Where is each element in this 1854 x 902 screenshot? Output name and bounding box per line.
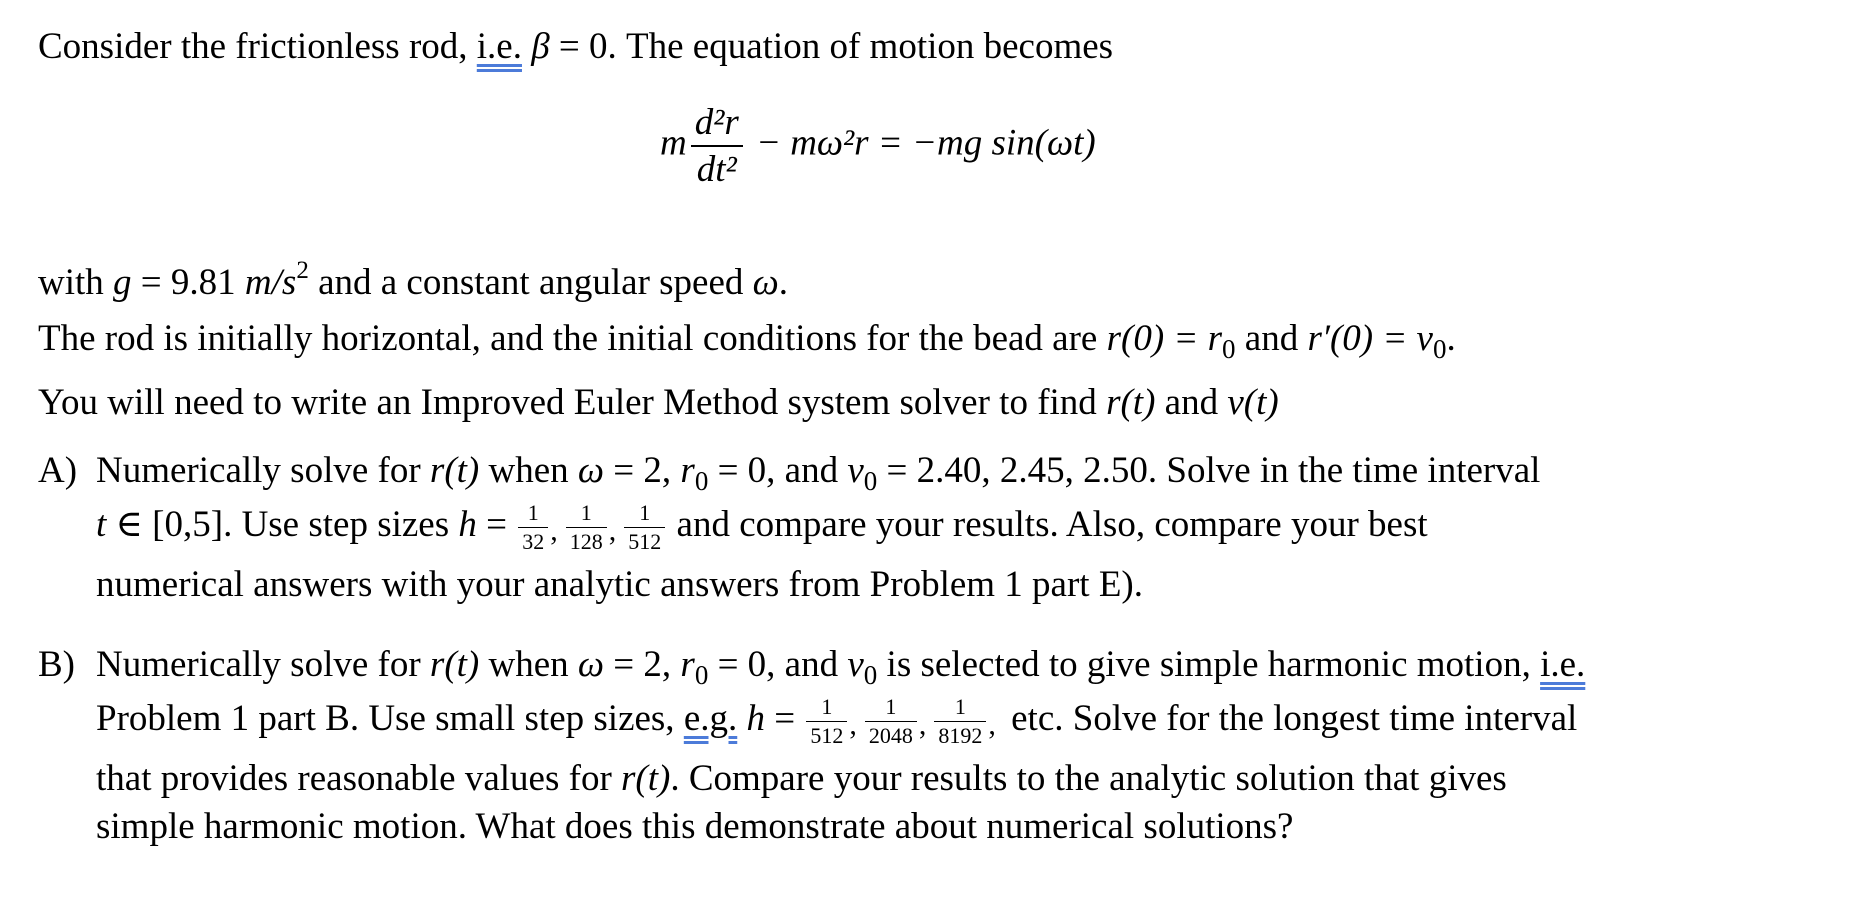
fraction-denominator: 512 bbox=[810, 723, 844, 748]
r0-subscript: 0 bbox=[694, 660, 709, 690]
period: . bbox=[778, 262, 789, 303]
h-symbol: h bbox=[458, 503, 477, 545]
step-fraction bbox=[624, 502, 665, 553]
ie-abbreviation: i.e. bbox=[1540, 644, 1586, 685]
step-fraction bbox=[566, 502, 607, 553]
r0-value: = 0, and bbox=[708, 644, 848, 685]
omega-value: = 2, bbox=[604, 644, 681, 685]
fraction-denominator: 2048 bbox=[868, 723, 913, 748]
derivative-denominator: dt² bbox=[696, 149, 737, 190]
step-fraction bbox=[865, 696, 917, 747]
solver-text: You will need to write an Improved Euler Method system solver to find bbox=[38, 382, 1107, 423]
ic-text: The rod is initially horizontal, and the initial conditions for the bead are bbox=[38, 318, 1107, 359]
r-of-t: r(t) bbox=[429, 644, 480, 685]
beta-symbol: β bbox=[531, 26, 550, 67]
compare-text: and compare your results. Also, compare your best bbox=[667, 503, 1428, 545]
r-symbol: r bbox=[680, 644, 695, 685]
r0-value: = 0, and bbox=[708, 450, 848, 491]
equation-rest: − mω²r = −mg sin(ωt) bbox=[746, 122, 1096, 164]
initial-conditions-line bbox=[38, 320, 1456, 363]
fraction-numerator: 1 bbox=[865, 696, 917, 722]
ie-abbreviation: i.e. bbox=[476, 26, 522, 67]
g-value: = 9.81 bbox=[131, 262, 245, 303]
r-symbol: r bbox=[680, 450, 695, 491]
intro-text: Consider the frictionless rod, bbox=[38, 26, 477, 67]
intro-line-1 bbox=[38, 28, 1113, 65]
omega-value: = 2, bbox=[604, 450, 681, 491]
interval-text: etc. Solve for the longest time interval bbox=[1001, 697, 1578, 739]
omega-symbol: ω bbox=[577, 644, 605, 685]
t-symbol: t bbox=[96, 503, 107, 545]
with-text: with bbox=[38, 262, 114, 303]
part-b-text: Numerically solve for bbox=[96, 644, 430, 685]
when-text: when bbox=[479, 644, 578, 685]
when-text: when bbox=[479, 450, 578, 491]
part-a-line-1 bbox=[96, 452, 1540, 495]
g-unit: m/s bbox=[244, 262, 297, 303]
part-b-line-2: Problem 1 part B. Use small step sizes, e.g. h = $\frac{1}{512}$ , $\frac{1}{2048}$ , $\frac{1}{8192}$ , etc. Solve for the longest time interval bbox=[96, 694, 1578, 748]
fraction-numerator: 1 bbox=[518, 502, 548, 528]
v0-subscript: 0 bbox=[863, 466, 878, 496]
fraction-numerator: 1 bbox=[806, 696, 847, 722]
fraction-denominator: 32 bbox=[522, 529, 545, 554]
step-fraction bbox=[518, 502, 548, 553]
derivative-numerator: d²r bbox=[691, 104, 743, 147]
v0-subscript: 0 bbox=[1432, 334, 1447, 364]
v-symbol: v bbox=[847, 644, 864, 685]
step-fraction bbox=[806, 696, 847, 747]
eg-abbreviation: e.g. bbox=[683, 697, 738, 739]
v0-subscript: 0 bbox=[863, 660, 878, 690]
part-b-line-1 bbox=[96, 646, 1585, 689]
omega-symbol: ω bbox=[577, 450, 605, 491]
r-of-t: r(t) bbox=[1106, 382, 1156, 423]
part-b-closing: simple harmonic motion. What does this demonstrate about numerical solutions? bbox=[96, 806, 1294, 847]
part-a-text: Numerically solve for bbox=[96, 450, 430, 491]
part-a-line-3 bbox=[96, 566, 1143, 603]
g-unit-exponent: 2 bbox=[296, 257, 309, 284]
compare-text: . Compare your results to the analytic solution that gives bbox=[670, 758, 1507, 799]
r0-expression: r(0) = r bbox=[1106, 318, 1223, 359]
r0-subscript: 0 bbox=[694, 466, 709, 496]
omega-symbol: ω bbox=[752, 262, 779, 303]
r-of-t: r(t) bbox=[429, 450, 480, 491]
part-a-line-2: t ∈ [0,5]. Use step sizes h = $\frac{1}{32}$ , $\frac{1}{128}$ , $\frac{1}{512}$ and compare your results. Also, compare your best bbox=[96, 500, 1428, 554]
r-of-t: r(t) bbox=[621, 758, 671, 799]
equals: = bbox=[765, 697, 805, 739]
second-derivative bbox=[691, 104, 743, 188]
fraction-denominator: 128 bbox=[569, 529, 603, 554]
part-b-line-4 bbox=[96, 808, 1293, 845]
and-text: and bbox=[1235, 318, 1308, 359]
gravity-rest: and a constant angular speed bbox=[308, 262, 753, 303]
g-symbol: g bbox=[113, 262, 132, 303]
fraction-numerator: 1 bbox=[934, 696, 986, 722]
fraction-numerator: 1 bbox=[624, 502, 665, 528]
gravity-line bbox=[38, 258, 788, 301]
fraction-denominator: 512 bbox=[628, 529, 662, 554]
v-symbol: v bbox=[847, 450, 864, 491]
reasonable-text: that provides reasonable values for bbox=[96, 758, 622, 799]
v0-expression: r′(0) = v bbox=[1307, 318, 1433, 359]
r0-subscript: 0 bbox=[1222, 334, 1236, 364]
and-text: and bbox=[1155, 382, 1228, 423]
step-fraction bbox=[934, 696, 986, 747]
solver-line bbox=[38, 384, 1279, 421]
v0-values: = 2.40, 2.45, 2.50. Solve in the time interval bbox=[877, 450, 1541, 491]
part-b-line-3 bbox=[96, 760, 1507, 797]
fraction-numerator: 1 bbox=[566, 502, 607, 528]
shm-text: is selected to give simple harmonic motion, bbox=[877, 644, 1541, 685]
part-b-label: B) bbox=[38, 644, 75, 685]
v-of-t: v(t) bbox=[1227, 382, 1279, 423]
step-size-text: Problem 1 part B. Use small step sizes, bbox=[96, 697, 684, 739]
period: . bbox=[1446, 318, 1456, 359]
fraction-denominator: 8192 bbox=[938, 723, 983, 748]
mass-symbol: m bbox=[660, 122, 687, 164]
time-interval: ∈ [0,5]. Use step sizes bbox=[106, 503, 459, 545]
beta-equation: = 0. The equation of motion becomes bbox=[549, 26, 1114, 67]
part-a-label: A) bbox=[38, 450, 78, 491]
h-symbol: h bbox=[746, 697, 765, 739]
part-a-closing: numerical answers with your analytic answers from Problem 1 part E). bbox=[96, 564, 1144, 605]
equation-of-motion bbox=[660, 104, 1096, 204]
equals: = bbox=[476, 503, 517, 545]
